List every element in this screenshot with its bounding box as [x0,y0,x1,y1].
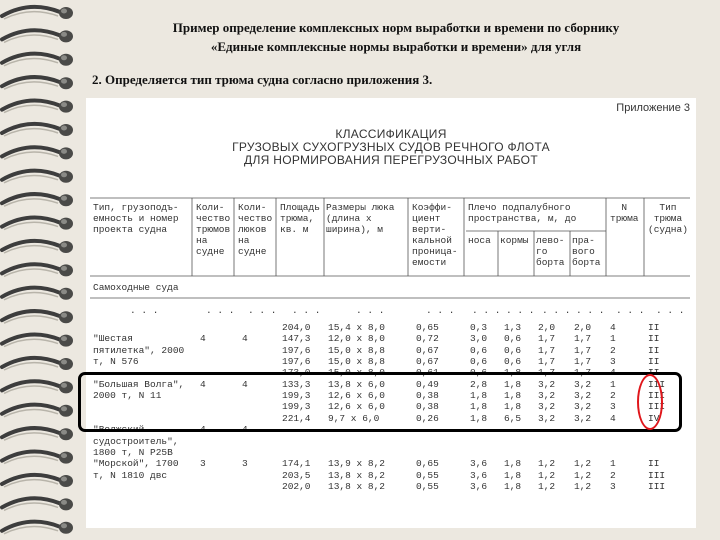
stern-cell: 1,8 [504,401,522,413]
area-cell: 133,3 [282,378,311,390]
hold-type-cell: III [648,469,666,481]
hold-number-cell: 1 [610,333,616,345]
ellipsis-col11: . . . [616,305,645,316]
stern-cell: 1,8 [504,469,522,481]
hatches-cell: 4 [242,333,248,345]
stern-cell: 1,8 [504,480,522,492]
left-board-cell: 1,7 [538,367,556,379]
ship-name-cell: "Шестая [93,333,133,345]
header-shoulder-left: лево- го борта [536,235,565,268]
ellipsis-col1: . . . [130,305,159,316]
hold-number-cell: 2 [610,469,616,481]
bow-cell: 1,8 [470,412,488,424]
hatch-size-cell: 15,0 х 8,0 [328,367,386,379]
ellipsis-col4: . . . [292,305,321,316]
left-board-cell: 1,2 [538,458,556,470]
bow-cell: 0,6 [470,367,488,379]
coefficient-cell: 0,67 [416,344,439,356]
hatches-cell: 3 [242,458,248,470]
hatch-size-cell: 13,8 х 8,2 [328,469,386,481]
area-cell: 203,5 [282,469,311,481]
area-cell: 199,3 [282,390,311,402]
slide-title-line-2: «Единые комплексные нормы выработки и времени» для угля [210,39,582,54]
left-board-cell: 1,7 [538,333,556,345]
right-board-cell: 1,2 [574,480,592,492]
heading-line-2: ГРУЗОВЫХ СУХОГРУЗНЫХ СУДОВ РЕЧНОГО ФЛОТА [232,140,550,154]
slide-subtitle: 2. Определяется тип трюма судна согласно приложения 3. [92,72,433,87]
left-board-cell: 1,7 [538,356,556,368]
area-cell: 174,1 [282,458,311,470]
area-cell: 147,3 [282,333,311,345]
coefficient-cell: 0,55 [416,480,439,492]
hold-number-cell: 4 [610,367,616,379]
bow-cell: 0,6 [470,356,488,368]
area-cell: 202,0 [282,480,311,492]
hatch-size-cell: 13,8 х 8,2 [328,480,386,492]
bow-cell: 1,8 [470,390,488,402]
coefficient-cell: 0,49 [416,378,439,390]
ship-name-cell: т, N 576 [93,356,139,368]
hold-type-cell: II [648,458,660,470]
hold-number-cell: 3 [610,401,616,413]
coefficient-cell: 0,61 [416,367,439,379]
highlight-frame [78,372,682,432]
highlight-circle [637,374,666,430]
hold-number-cell: 4 [610,412,616,424]
ship-name-cell: т, N 1810 двс [93,469,168,481]
header-shoulder-right: пра- вого борта [572,235,601,268]
stern-cell: 0,6 [504,333,522,345]
holds-cell: 4 [200,333,206,345]
hatch-size-cell: 12,0 х 8,0 [328,333,386,345]
section-label: Самоходные суда [93,282,179,293]
hold-type-cell: II [648,344,660,356]
right-board-cell: 2,0 [574,322,592,333]
header-holds-count: Коли- чество трюмов на судне [196,202,231,257]
hold-number-cell: 4 [610,322,616,333]
left-board-cell: 3,2 [538,401,556,413]
stern-cell: 1,8 [504,367,522,379]
right-board-cell: 1,7 [574,333,592,345]
bow-cell: 0,6 [470,344,488,356]
coefficient-cell: 0,26 [416,412,439,424]
right-board-cell: 1,2 [574,469,592,481]
header-shoulder-stern: кормы [500,235,529,246]
stern-cell: 6,5 [504,412,522,424]
hatch-size-cell: 13,8 х 6,0 [328,378,386,390]
ship-name-cell: "Большая Волга", [93,378,185,390]
ship-name-cell: 2000 т, N 11 [93,390,162,402]
hold-type-cell: II [648,367,660,379]
bow-cell: 3,6 [470,480,488,492]
ship-name-cell: пятилетка", 2000 [93,344,185,356]
bow-cell: 1,8 [470,401,488,413]
slide-title [96,18,696,56]
heading-line-1: КЛАССИФИКАЦИЯ [335,127,447,141]
right-board-cell: 1,7 [574,356,592,368]
hold-type-cell: II [648,322,660,333]
hatch-size-cell: 12,6 х 6,0 [328,401,386,413]
hold-type-cell: III [648,401,666,413]
ship-name-cell: судостроитель", [93,435,179,447]
ship-name-cell: "Морской", 1700 [93,458,179,470]
hold-type-cell: IV [648,412,660,424]
right-board-cell: 3,2 [574,401,592,413]
hatch-size-cell: 15,0 х 8,8 [328,356,386,368]
holds-cell: 4 [200,424,206,436]
area-cell: 197,6 [282,344,311,356]
document-scan [86,98,696,528]
header-coefficient: Коэффи- циент верти- кальной проница- емости [412,202,458,268]
header-ship-type: Тип, грузоподъ- емность и номер проекта судна [93,202,179,235]
hold-type-cell: II [648,356,660,368]
slide-title-line-1: Пример определение комплексных норм выработки и времени по сборнику [172,20,620,35]
stern-cell: 1,3 [504,322,522,333]
bow-cell: 2,8 [470,378,488,390]
hold-type-cell: III [648,378,666,390]
hatch-size-cell: 15,0 х 8,8 [328,344,386,356]
hold-type-cell: II [648,333,660,345]
left-board-cell: 1,2 [538,469,556,481]
hold-number-cell: 2 [610,344,616,356]
left-board-cell: 1,2 [538,480,556,492]
right-board-cell: 3,2 [574,378,592,390]
area-cell: 221,4 [282,412,311,424]
area-cell: 197,6 [282,356,311,368]
hold-number-cell: 1 [610,378,616,390]
spiral-binding [0,0,80,540]
stern-cell: 0,6 [504,344,522,356]
header-hold-type: Тип трюма (судна) [648,202,688,235]
bow-cell: 3,6 [470,458,488,470]
left-board-cell: 3,2 [538,390,556,402]
header-hold-area: Площадь трюма, кв. м [280,202,320,235]
left-board-cell: 3,2 [538,412,556,424]
hatch-size-cell: 9,7 х 6,0 [328,412,380,424]
bow-cell: 3,6 [470,469,488,481]
hold-type-cell: III [648,390,666,402]
coefficient-cell: 0,65 [416,458,439,470]
right-board-cell: 1,2 [574,458,592,470]
hatch-size-cell: 12,6 х 6,0 [328,390,386,402]
left-board-cell: 1,7 [538,344,556,356]
header-shoulder: Плечо подпалубного пространства, м, до [468,202,577,224]
ellipsis-col6: . . . [426,305,455,316]
header-shoulder-bow: носа [468,235,491,246]
left-board-cell: 2,0 [538,322,556,333]
hold-type-cell: III [648,480,666,492]
coefficient-cell: 0,38 [416,401,439,413]
hatches-cell: 4 [242,424,248,436]
ellipsis-col8: . . . [506,305,535,316]
ellipsis-col12: . . . [656,305,685,316]
ship-name-cell: "Волжский [93,424,145,436]
ellipsis-col10: . . . [576,305,605,316]
header-hatches-count: Коли- чество люков на судне [238,202,273,257]
ellipsis-col9: . . . [542,305,571,316]
hold-number-cell: 3 [610,356,616,368]
ellipsis-col2: . . . [206,305,235,316]
left-board-cell: 3,2 [538,378,556,390]
area-cell: 173,0 [282,367,311,379]
coefficient-cell: 0,38 [416,390,439,402]
hold-number-cell: 3 [610,480,616,492]
header-hold-number: N трюма [610,202,639,224]
stern-cell: 1,8 [504,458,522,470]
stern-cell: 1,8 [504,378,522,390]
ship-name-cell: 1800 т, N P25B [93,446,173,458]
coefficient-cell: 0,65 [416,322,439,333]
right-board-cell: 3,2 [574,412,592,424]
right-board-cell: 1,7 [574,344,592,356]
hatch-size-cell: 13,9 х 8,2 [328,458,386,470]
hold-number-cell: 2 [610,390,616,402]
coefficient-cell: 0,72 [416,333,439,345]
ellipsis-col7: . . . [472,305,501,316]
holds-cell: 4 [200,378,206,390]
hatch-size-cell: 15,4 х 8,0 [328,322,386,333]
area-cell: 204,0 [282,322,311,333]
header-hatch-size: Размеры люка (длина х ширина), м [326,202,395,235]
coefficient-cell: 0,55 [416,469,439,481]
area-cell: 199,3 [282,401,311,413]
stern-cell: 1,8 [504,390,522,402]
heading-line-3: ДЛЯ НОРМИРОВАНИЯ ПЕРЕГРУЗОЧНЫХ РАБОТ [244,153,538,167]
coefficient-cell: 0,67 [416,356,439,368]
bow-cell: 3,0 [470,333,488,345]
holds-cell: 3 [200,458,206,470]
ellipsis-col3: . . . [248,305,277,316]
bow-cell: 0,3 [470,322,488,333]
appendix-label: Приложение 3 [616,102,690,114]
right-board-cell: 3,2 [574,390,592,402]
ellipsis-col5: . . . [356,305,385,316]
hatches-cell: 4 [242,378,248,390]
stern-cell: 0,6 [504,356,522,368]
right-board-cell: 1,7 [574,367,592,379]
hold-number-cell: 1 [610,458,616,470]
